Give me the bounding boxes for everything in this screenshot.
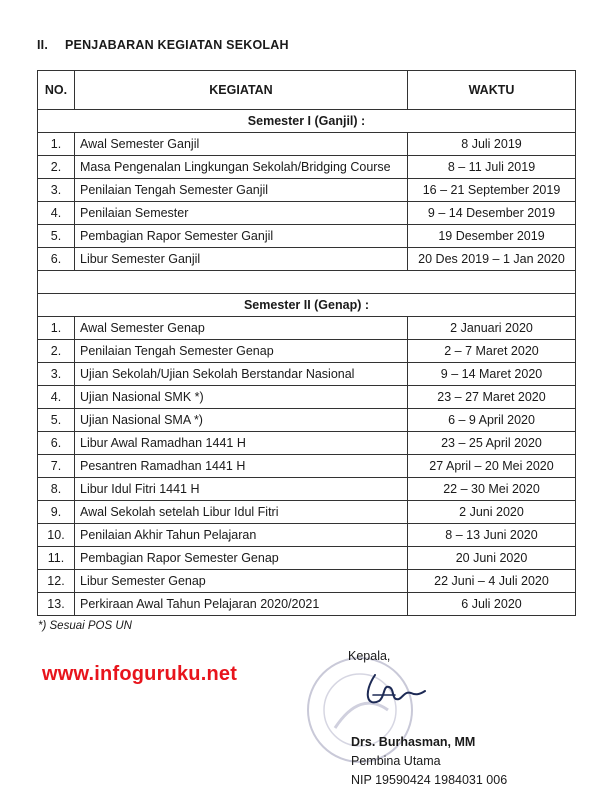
row-kegiatan: Awal Sekolah setelah Libur Idul Fitri [75, 501, 408, 524]
table-row [38, 386, 576, 409]
row-waktu: 6 Juli 2020 [408, 593, 576, 616]
row-no: 1. [38, 133, 75, 156]
table-row [38, 455, 576, 478]
row-no: 5. [38, 225, 75, 248]
table-row [38, 248, 576, 271]
spacer-cell [38, 271, 576, 294]
row-kegiatan: Awal Semester Ganjil [75, 133, 408, 156]
table-row [38, 547, 576, 570]
header-waktu: WAKTU [408, 71, 576, 110]
table-row [38, 570, 576, 593]
section-number: II. [37, 38, 49, 52]
row-kegiatan: Masa Pengenalan Lingkungan Sekolah/Bridging Course [75, 156, 408, 179]
table-row [38, 225, 576, 248]
row-no: 7. [38, 455, 75, 478]
semester-heading-row [38, 294, 576, 317]
row-waktu: 8 – 11 Juli 2019 [408, 156, 576, 179]
row-waktu: 16 – 21 September 2019 [408, 179, 576, 202]
row-kegiatan: Ujian Nasional SMK *) [75, 386, 408, 409]
semester2-title: Semester II (Genap) : [38, 294, 576, 317]
row-no: 6. [38, 248, 75, 271]
row-no: 6. [38, 432, 75, 455]
section-heading [37, 38, 289, 52]
table-row [38, 409, 576, 432]
table-row [38, 179, 576, 202]
row-waktu: 9 – 14 Desember 2019 [408, 202, 576, 225]
row-kegiatan: Libur Idul Fitri 1441 H [75, 478, 408, 501]
row-kegiatan: Libur Awal Ramadhan 1441 H [75, 432, 408, 455]
row-no: 3. [38, 363, 75, 386]
table-row [38, 340, 576, 363]
row-no: 11. [38, 547, 75, 570]
row-waktu: 2 – 7 Maret 2020 [408, 340, 576, 363]
signature-icon [355, 665, 435, 715]
row-kegiatan: Pesantren Ramadhan 1441 H [75, 455, 408, 478]
row-no: 4. [38, 202, 75, 225]
row-waktu: 23 – 25 April 2020 [408, 432, 576, 455]
row-no: 4. [38, 386, 75, 409]
semester1-title: Semester I (Ganjil) : [38, 110, 576, 133]
row-waktu: 22 Juni – 4 Juli 2020 [408, 570, 576, 593]
row-waktu: 19 Desember 2019 [408, 225, 576, 248]
row-waktu: 23 – 27 Maret 2020 [408, 386, 576, 409]
row-kegiatan: Penilaian Tengah Semester Ganjil [75, 179, 408, 202]
row-no: 1. [38, 317, 75, 340]
section-title: PENJABARAN KEGIATAN SEKOLAH [65, 38, 289, 52]
row-no: 2. [38, 156, 75, 179]
table-row [38, 363, 576, 386]
row-waktu: 22 – 30 Mei 2020 [408, 478, 576, 501]
footnote: *) Sesuai POS UN [38, 620, 132, 632]
row-kegiatan: Libur Semester Genap [75, 570, 408, 593]
signatory-nip: NIP 19590424 1984031 006 [351, 773, 508, 787]
row-no: 9. [38, 501, 75, 524]
table-row [38, 524, 576, 547]
row-waktu: 20 Juni 2020 [408, 547, 576, 570]
row-waktu: 27 April – 20 Mei 2020 [408, 455, 576, 478]
row-kegiatan: Awal Semester Genap [75, 317, 408, 340]
row-waktu: 2 Juni 2020 [408, 501, 576, 524]
row-kegiatan: Perkiraan Awal Tahun Pelajaran 2020/2021 [75, 593, 408, 616]
table-row [38, 156, 576, 179]
row-no: 3. [38, 179, 75, 202]
signature-title: Kepala, [348, 649, 391, 663]
row-kegiatan: Pembagian Rapor Semester Ganjil [75, 225, 408, 248]
row-kegiatan: Libur Semester Ganjil [75, 248, 408, 271]
spacer-row [38, 271, 576, 294]
signatory-name: Drs. Burhasman, MM [351, 735, 476, 749]
table-body [38, 110, 576, 616]
semester-heading-row [38, 110, 576, 133]
row-no: 10. [38, 524, 75, 547]
schedule-table [37, 70, 576, 616]
row-kegiatan: Penilaian Tengah Semester Genap [75, 340, 408, 363]
row-no: 13. [38, 593, 75, 616]
row-kegiatan: Ujian Nasional SMA *) [75, 409, 408, 432]
row-waktu: 2 Januari 2020 [408, 317, 576, 340]
row-kegiatan: Pembagian Rapor Semester Genap [75, 547, 408, 570]
row-waktu: 9 – 14 Maret 2020 [408, 363, 576, 386]
header-no: NO. [38, 71, 75, 110]
header-kegiatan: KEGIATAN [75, 71, 408, 110]
row-no: 2. [38, 340, 75, 363]
website-watermark[interactable]: www.infoguruku.net [42, 663, 238, 685]
row-waktu: 8 – 13 Juni 2020 [408, 524, 576, 547]
row-waktu: 8 Juli 2019 [408, 133, 576, 156]
signatory-rank: Pembina Utama [351, 754, 441, 768]
table-row [38, 202, 576, 225]
row-no: 8. [38, 478, 75, 501]
table-header-row [38, 71, 576, 110]
table-row [38, 317, 576, 340]
table-row [38, 133, 576, 156]
row-no: 12. [38, 570, 75, 593]
table-row [38, 501, 576, 524]
row-kegiatan: Ujian Sekolah/Ujian Sekolah Berstandar Nasional [75, 363, 408, 386]
table-row [38, 593, 576, 616]
table-row [38, 478, 576, 501]
row-kegiatan: Penilaian Akhir Tahun Pelajaran [75, 524, 408, 547]
row-no: 5. [38, 409, 75, 432]
row-kegiatan: Penilaian Semester [75, 202, 408, 225]
table-row [38, 432, 576, 455]
row-waktu: 6 – 9 April 2020 [408, 409, 576, 432]
row-waktu: 20 Des 2019 – 1 Jan 2020 [408, 248, 576, 271]
